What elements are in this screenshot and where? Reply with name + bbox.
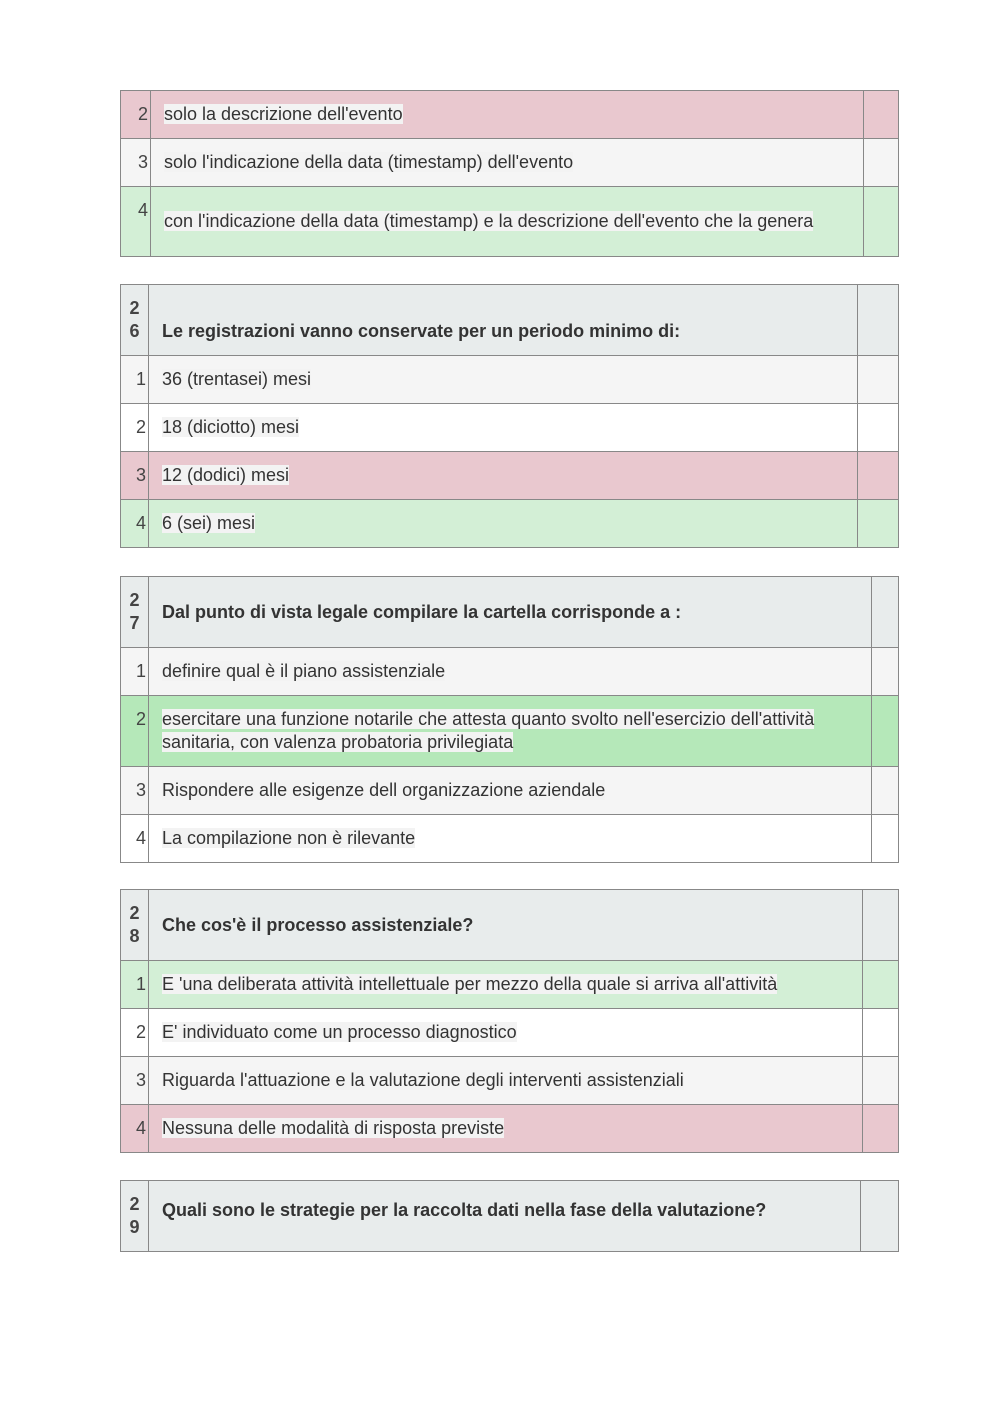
question-block-29 — [120, 1180, 899, 1252]
answer-row — [121, 139, 899, 187]
answer-mark-cell — [858, 356, 899, 404]
answer-text: 12 (dodici) mesi — [149, 452, 858, 500]
answer-number: 2 — [121, 404, 149, 452]
answer-text: La compilazione non è rilevante — [149, 815, 872, 863]
answer-number: 2 — [121, 91, 151, 139]
question-row — [121, 577, 899, 648]
question-block-25 — [120, 90, 899, 257]
answer-mark-cell — [872, 577, 899, 648]
answer-number: 1 — [121, 356, 149, 404]
answer-number: 3 — [121, 1057, 149, 1105]
answer-row — [121, 961, 899, 1009]
answer-text: E' individuato come un processo diagnostico — [149, 1009, 863, 1057]
answer-text: 18 (diciotto) mesi — [149, 404, 858, 452]
answer-row — [121, 452, 899, 500]
answer-text: Nessuna delle modalità di risposta previste — [149, 1105, 863, 1153]
question-text: Le registrazioni vanno conservate per un periodo minimo di: — [149, 285, 858, 356]
answer-mark-cell — [863, 961, 899, 1009]
answer-mark-cell — [872, 648, 899, 696]
question-block-28 — [120, 889, 899, 1153]
answer-number: 4 — [121, 187, 151, 257]
answer-row — [121, 500, 899, 548]
answer-number: 4 — [121, 500, 149, 548]
answer-number: 3 — [121, 767, 149, 815]
answer-text: con l'indicazione della data (timestamp) e la descrizione dell'evento che la genera — [151, 187, 864, 257]
question-block-27 — [120, 576, 899, 863]
answer-number: 3 — [121, 452, 149, 500]
answer-number: 2 — [121, 1009, 149, 1057]
answer-row — [121, 187, 899, 257]
answer-row — [121, 696, 899, 767]
answer-text: E 'una deliberata attività intellettuale per mezzo della quale si arriva all'attività — [149, 961, 863, 1009]
answer-text: esercitare una funzione notarile che attesta quanto svolto nell'esercizio dell'attività sanitaria, con valenza probatoria privilegiata — [149, 696, 872, 767]
answer-row — [121, 1057, 899, 1105]
answer-mark-cell — [872, 815, 899, 863]
answer-mark-cell — [864, 187, 899, 257]
answer-row — [121, 767, 899, 815]
question-number: 2 8 — [121, 890, 149, 961]
question-row — [121, 1181, 899, 1252]
answer-text: 6 (sei) mesi — [149, 500, 858, 548]
question-number: 2 7 — [121, 577, 149, 648]
answer-row — [121, 1105, 899, 1153]
question-text: Che cos'è il processo assistenziale? — [149, 890, 863, 961]
question-row — [121, 890, 899, 961]
answer-mark-cell — [861, 1181, 899, 1252]
question-number: 2 9 — [121, 1181, 149, 1252]
answer-row — [121, 1009, 899, 1057]
answer-number: 1 — [121, 961, 149, 1009]
answer-text: Riguarda l'attuazione e la valutazione degli interventi assistenziali — [149, 1057, 863, 1105]
answer-row — [121, 356, 899, 404]
answer-mark-cell — [863, 890, 899, 961]
question-text: Dal punto di vista legale compilare la cartella corrisponde a : — [149, 577, 872, 648]
answer-text: solo la descrizione dell'evento — [151, 91, 864, 139]
answer-text: 36 (trentasei) mesi — [149, 356, 858, 404]
question-row — [121, 285, 899, 356]
question-number: 2 6 — [121, 285, 149, 356]
answer-row — [121, 648, 899, 696]
answer-number: 2 — [121, 696, 149, 767]
answer-text: solo l'indicazione della data (timestamp) dell'evento — [151, 139, 864, 187]
answer-text: definire qual è il piano assistenziale — [149, 648, 872, 696]
answer-mark-cell — [863, 1105, 899, 1153]
answer-number: 4 — [121, 1105, 149, 1153]
answer-number: 3 — [121, 139, 151, 187]
answer-mark-cell — [863, 1057, 899, 1105]
answer-mark-cell — [858, 452, 899, 500]
answer-mark-cell — [864, 139, 899, 187]
answer-row — [121, 91, 899, 139]
answer-mark-cell — [864, 91, 899, 139]
answer-mark-cell — [858, 404, 899, 452]
answer-text: Rispondere alle esigenze dell organizzazione aziendale — [149, 767, 872, 815]
answer-mark-cell — [858, 500, 899, 548]
answer-number: 1 — [121, 648, 149, 696]
question-text: Quali sono le strategie per la raccolta dati nella fase della valutazione? — [149, 1181, 861, 1252]
answer-mark-cell — [858, 285, 899, 356]
answer-row — [121, 404, 899, 452]
answer-row — [121, 815, 899, 863]
answer-mark-cell — [872, 696, 899, 767]
question-block-26 — [120, 284, 899, 548]
answer-mark-cell — [872, 767, 899, 815]
answer-number: 4 — [121, 815, 149, 863]
answer-mark-cell — [863, 1009, 899, 1057]
